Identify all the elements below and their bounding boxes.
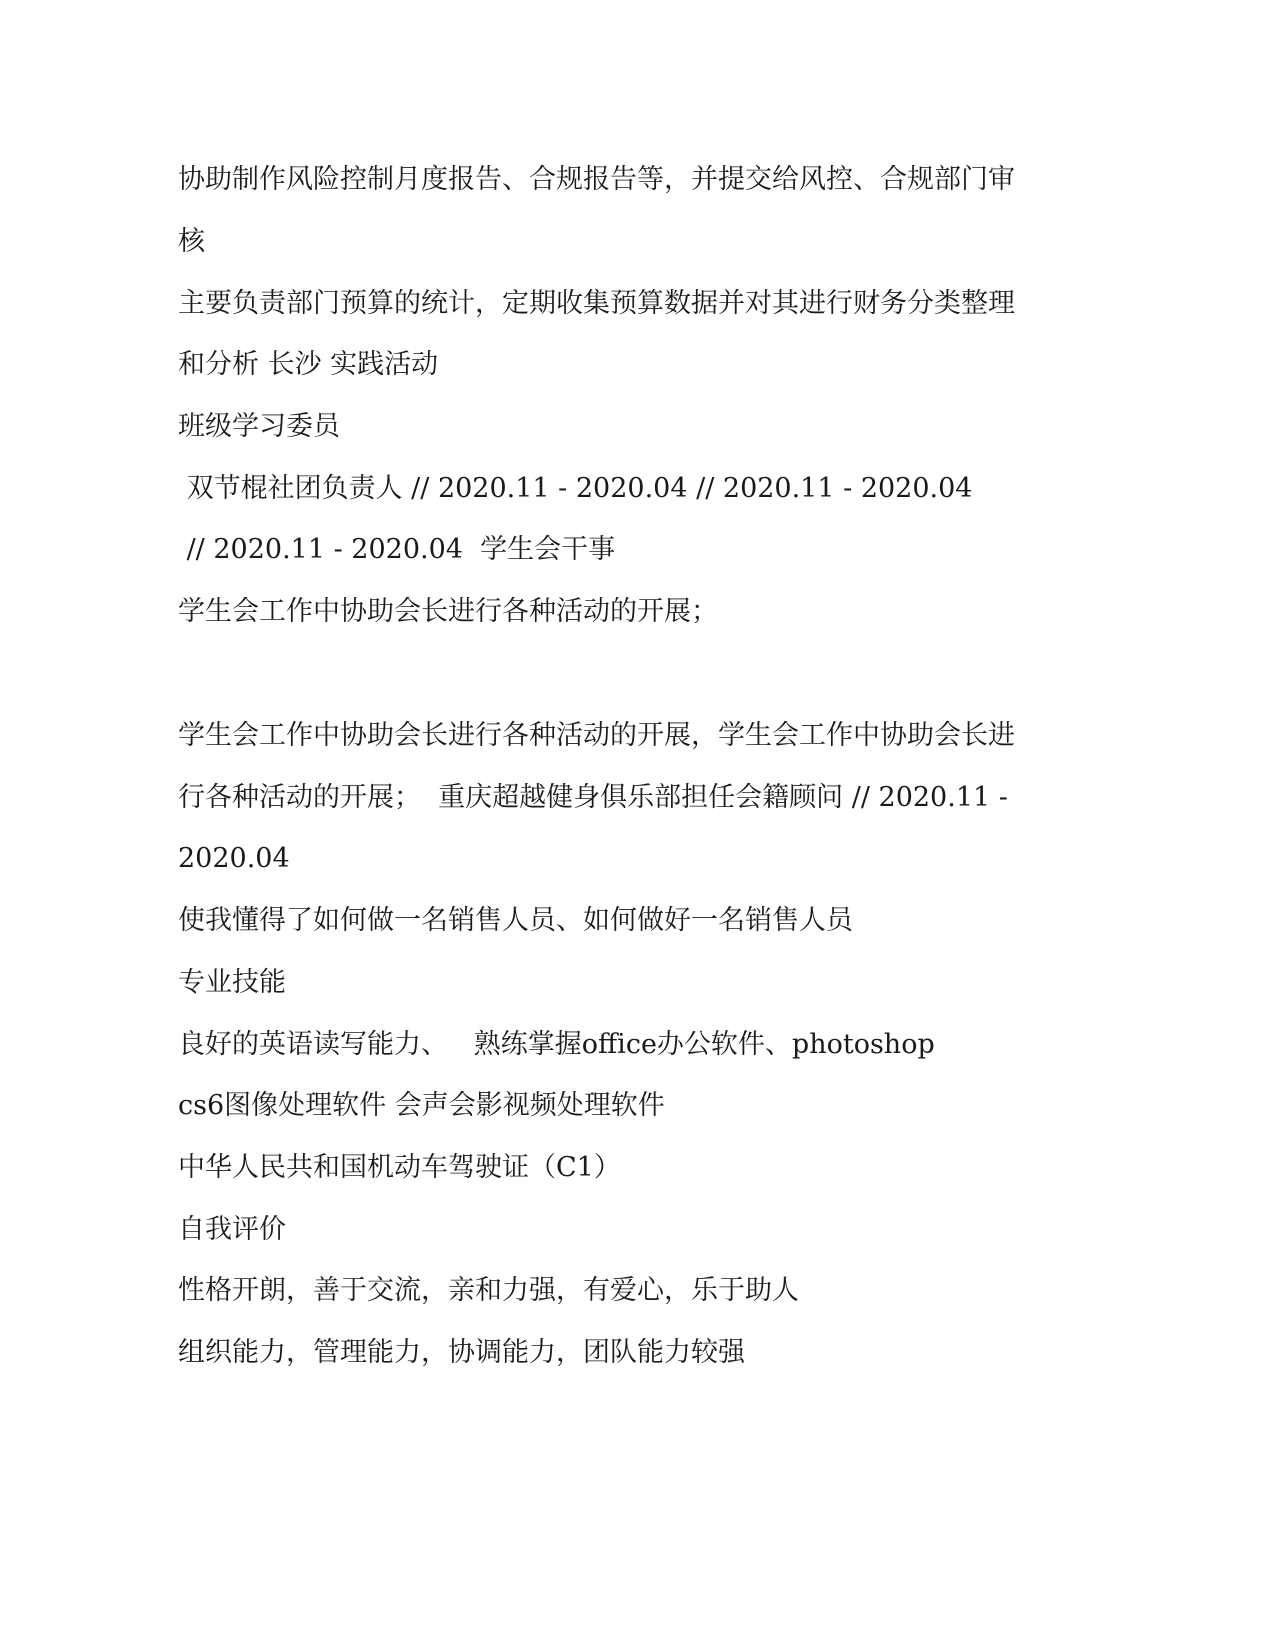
text-line: 和分析 长沙 实践活动 xyxy=(178,349,439,380)
section-heading: 自我评价 xyxy=(178,1214,286,1245)
text-line: 良好的英语读写能力、 熟练掌握office办公软件、photoshop xyxy=(178,1029,935,1060)
text-line: 组织能力，管理能力，协调能力，团队能力较强 xyxy=(178,1337,745,1368)
text-line: 班级学习委员 xyxy=(178,411,340,442)
text-line: 学生会工作中协助会长进行各种活动的开展； xyxy=(178,596,718,627)
text-line: 2020.04 xyxy=(178,843,290,874)
text-line: 双节棍社团负责人 // 2020.11 - 2020.04 // 2020.11 - 2020.04 xyxy=(178,473,973,504)
text-line: cs6图像处理软件 会声会影视频处理软件 xyxy=(178,1090,665,1121)
text-line: 使我懂得了如何做一名销售人员、如何做好一名销售人员 xyxy=(178,905,853,936)
text-line: 性格开朗，善于交流，亲和力强，有爱心，乐于助人 xyxy=(178,1275,799,1306)
text-line: 协助制作风险控制月度报告、合规报告等，并提交给风控、合规部门审 xyxy=(178,164,1015,195)
text-line: 核 xyxy=(178,226,205,257)
section-heading: 专业技能 xyxy=(178,967,286,998)
text-line: 行各种活动的开展； 重庆超越健身俱乐部担任会籍顾问 // 2020.11 - xyxy=(178,782,1008,813)
text-line: // 2020.11 - 2020.04 学生会干事 xyxy=(178,534,616,565)
text-line: 主要负责部门预算的统计，定期收集预算数据并对其进行财务分类整理 xyxy=(178,288,1015,319)
text-line: 中华人民共和国机动车驾驶证（C1） xyxy=(178,1152,621,1183)
text-line: 学生会工作中协助会长进行各种活动的开展，学生会工作中协助会长进 xyxy=(178,720,1015,751)
